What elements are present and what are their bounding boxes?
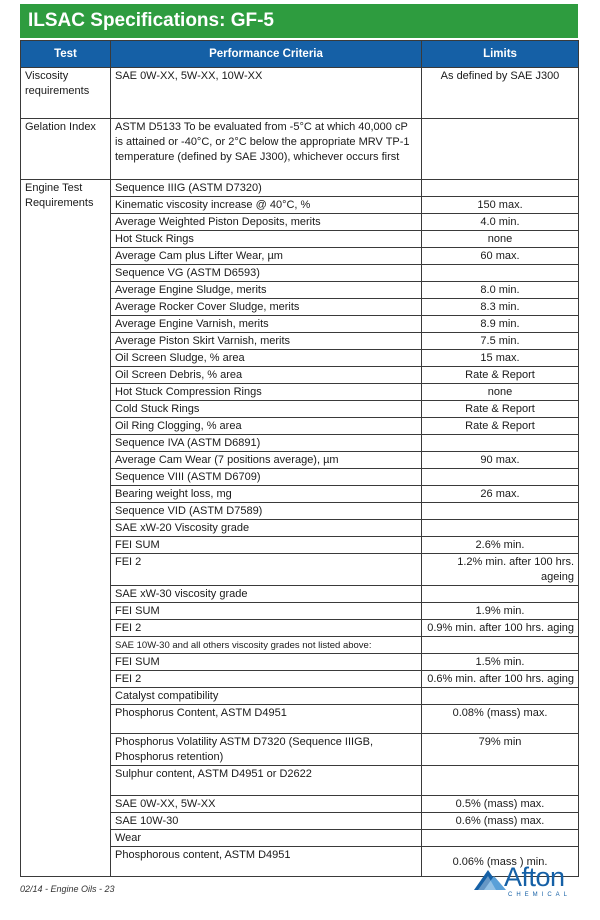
- criteria-cell: Oil Screen Debris, % area: [111, 367, 422, 384]
- criteria-cell: Average Piston Skirt Varnish, merits: [111, 333, 422, 350]
- logo-name: Afton: [504, 862, 565, 892]
- limit-cell: 1.5% min.: [422, 654, 579, 671]
- section-title: Sequence VID (ASTM D7589): [111, 503, 422, 520]
- section-title: Sequence VIII (ASTM D6709): [111, 469, 422, 486]
- criteria-cell: Cold Stuck Rings: [111, 401, 422, 418]
- criteria-cell: Average Cam Wear (7 positions average), µm: [111, 452, 422, 469]
- limit-cell: 7.5 min.: [422, 333, 579, 350]
- limit-cell: Rate & Report: [422, 367, 579, 384]
- criteria-cell: Oil Ring Clogging, % area: [111, 418, 422, 435]
- limit-cell: 8.9 min.: [422, 316, 579, 333]
- criteria-cell: FEI SUM: [111, 654, 422, 671]
- grade-title: SAE xW-30 viscosity grade: [111, 586, 422, 603]
- limit-cell: 0.6% (mass) max.: [422, 813, 579, 830]
- limit-cell: 0.06% (mass ) min.: [422, 847, 579, 877]
- limit-cell: 15 max.: [422, 350, 579, 367]
- criteria-cell: Phosphorus Volatility ASTM D7320 (Sequence IIIGB, Phosphorus retention): [111, 734, 422, 766]
- criteria-cell: Hot Stuck Compression Rings: [111, 384, 422, 401]
- spec-table: [20, 40, 579, 877]
- limit-cell: 60 max.: [422, 248, 579, 265]
- criteria-cell: Average Cam plus Lifter Wear, µm: [111, 248, 422, 265]
- criteria-cell: Average Engine Varnish, merits: [111, 316, 422, 333]
- limit-cell: 79% min: [422, 734, 579, 766]
- limit-cell: As defined by SAE J300: [422, 68, 579, 119]
- limit-cell: Rate & Report: [422, 401, 579, 418]
- table-header-row: [21, 41, 579, 68]
- criteria-cell: Average Weighted Piston Deposits, merits: [111, 214, 422, 231]
- criteria-cell: SAE 10W-30: [111, 813, 422, 830]
- header-test: Test: [21, 41, 111, 68]
- limit-cell: [422, 265, 579, 282]
- criteria-cell: FEI 2: [111, 620, 422, 637]
- table-row: [21, 180, 579, 197]
- limit-cell: 8.0 min.: [422, 282, 579, 299]
- limit-cell: 90 max.: [422, 452, 579, 469]
- limit-cell: [422, 830, 579, 847]
- criteria-cell: Hot Stuck Rings: [111, 231, 422, 248]
- limit-cell: [422, 637, 579, 654]
- limit-cell: 2.6% min.: [422, 537, 579, 554]
- criteria-cell: FEI SUM: [111, 537, 422, 554]
- afton-logo: [472, 862, 582, 902]
- criteria-cell: SAE 0W-XX, 5W-XX, 10W-XX: [111, 68, 422, 119]
- limit-cell: 0.6% min. after 100 hrs. aging: [422, 671, 579, 688]
- criteria-cell: Phosphorous content, ASTM D4951: [111, 847, 422, 877]
- limit-cell: [422, 520, 579, 537]
- limit-cell: [422, 503, 579, 520]
- limit-cell: Rate & Report: [422, 418, 579, 435]
- limit-cell: none: [422, 231, 579, 248]
- criteria-cell: FEI SUM: [111, 603, 422, 620]
- criteria-cell: Kinematic viscosity increase @ 40°C, %: [111, 197, 422, 214]
- limit-cell: 1.9% min.: [422, 603, 579, 620]
- logo-subtitle: CHEMICAL: [508, 892, 572, 898]
- section-title: Sequence IIIG (ASTM D7320): [111, 180, 422, 197]
- limit-cell: 150 max.: [422, 197, 579, 214]
- limit-cell: 0.08% (mass) max.: [422, 705, 579, 734]
- limit-cell: [422, 586, 579, 603]
- header-limits: Limits: [422, 41, 579, 68]
- limit-cell: [422, 180, 579, 197]
- limit-cell: 0.5% (mass) max.: [422, 796, 579, 813]
- limit-cell: [422, 435, 579, 452]
- grade-title: SAE xW-20 Viscosity grade: [111, 520, 422, 537]
- criteria-cell: FEI 2: [111, 671, 422, 688]
- section-title: Sequence VG (ASTM D6593): [111, 265, 422, 282]
- header-criteria: Performance Criteria: [111, 41, 422, 68]
- table-row: [21, 119, 579, 180]
- section-title: Catalyst compatibility: [111, 688, 422, 705]
- criteria-cell: Sulphur content, ASTM D4951 or D2622: [111, 766, 422, 796]
- section-title: Wear: [111, 830, 422, 847]
- afton-mountain-icon: [472, 862, 508, 892]
- criteria-cell: Bearing weight loss, mg: [111, 486, 422, 503]
- limit-cell: [422, 469, 579, 486]
- limit-cell: 1.2% min. after 100 hrs. ageing: [422, 554, 579, 586]
- criteria-cell: Phosphorus Content, ASTM D4951: [111, 705, 422, 734]
- limit-cell: [422, 688, 579, 705]
- limit-cell: 26 max.: [422, 486, 579, 503]
- criteria-cell: Average Rocker Cover Sludge, merits: [111, 299, 422, 316]
- criteria-cell: Average Engine Sludge, merits: [111, 282, 422, 299]
- test-cell: Gelation Index: [21, 119, 111, 180]
- test-cell: Viscosity requirements: [21, 68, 111, 119]
- grade-title: SAE 10W-30 and all others viscosity grades not listed above:: [111, 637, 422, 654]
- limit-cell: none: [422, 384, 579, 401]
- limit-cell: 4.0 min.: [422, 214, 579, 231]
- page-title: ILSAC Specifications: GF-5: [20, 4, 578, 38]
- page-footer: 02/14 - Engine Oils - 23: [20, 884, 115, 894]
- limit-cell: [422, 766, 579, 796]
- table-row: [21, 68, 579, 119]
- test-cell: Engine Test Requirements: [21, 180, 111, 877]
- limit-cell: 0.9% min. after 100 hrs. aging: [422, 620, 579, 637]
- criteria-cell: SAE 0W-XX, 5W-XX: [111, 796, 422, 813]
- limit-cell: 8.3 min.: [422, 299, 579, 316]
- criteria-cell: ASTM D5133 To be evaluated from -5°C at which 40,000 cP is attained or -40°C, or 2°C below the appropriate MRV TP-1 temperature (defined by SAE J300), whichever occurs first: [111, 119, 422, 180]
- section-title: Sequence IVA (ASTM D6891): [111, 435, 422, 452]
- limit-cell: [422, 119, 579, 180]
- criteria-cell: Oil Screen Sludge, % area: [111, 350, 422, 367]
- criteria-cell: FEI 2: [111, 554, 422, 586]
